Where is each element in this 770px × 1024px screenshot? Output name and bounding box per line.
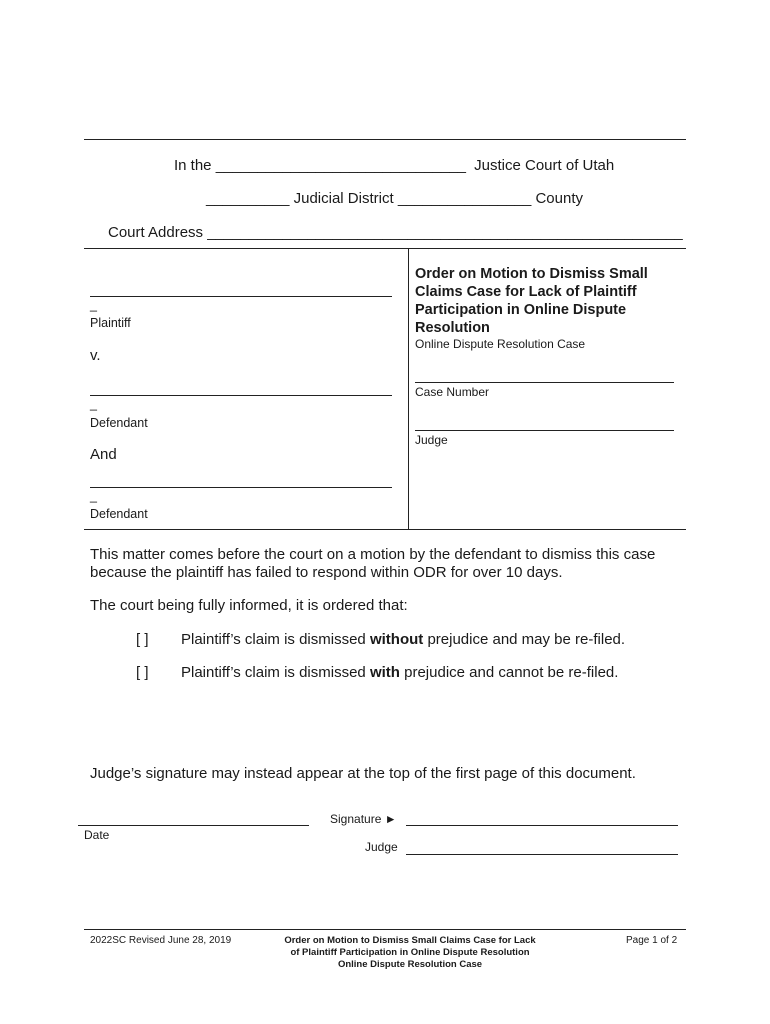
judge-name-line[interactable] [406,854,678,855]
order-paragraph: The court being fully informed, it is ordered that: [90,597,408,614]
court-header-line3 [108,224,683,241]
revision-date: 2022SC Revised June 28, 2019 [90,935,232,946]
judge-label: Judge [415,433,448,447]
caption-bottom-rule [84,529,686,530]
case-number-label: Case Number [415,385,490,399]
footer-title-line1: Order on Motion to Dismiss Small Claims Case for Lack [284,935,536,946]
option2-checkbox[interactable]: [ ] [136,664,149,681]
option1-checkbox[interactable]: [ ] [136,631,149,648]
document-subtitle: Online Dispute Resolution Case [415,337,586,351]
defendant1-dash: _ [90,397,97,411]
plaintiff-label: Plaintiff [90,316,131,330]
court-address-label: Court Address [108,224,204,241]
option1-text [181,631,625,648]
option1-bold: without [369,631,424,648]
versus-label: v. [90,347,101,364]
court-name-blank[interactable]: ______________________________ [215,157,466,174]
defendant1-name-line[interactable] [90,395,392,396]
caption-divider [408,248,409,529]
footer-title-line2: of Plaintiff Participation in Online Dispute Resolution [290,947,530,958]
date-line[interactable] [78,825,309,826]
plaintiff-name-line[interactable] [90,296,392,297]
intro-paragraph: This matter comes before the court on a motion by the defendant to dismiss this case because the plaintiff has failed to respond within ODR for over 10 days. [90,546,656,581]
document-title: Order on Motion to Dismiss Small Claims Case for Lack of Plaintiff Participation in Online Dispute Resolution [415,266,648,336]
case-number-line[interactable] [415,382,674,383]
court-header-line2 [206,190,583,207]
footer-rule [84,929,686,930]
county-label: County [535,190,583,207]
option1-post: prejudice and may be re-filed. [423,631,626,648]
defendant2-name-line[interactable] [90,487,392,488]
and-label: And [90,446,117,463]
top-rule [84,139,686,140]
signature-line[interactable] [406,825,678,826]
defendant2-label: Defendant [90,507,148,521]
county-blank[interactable]: ________________ [397,190,532,207]
plaintiff-dash: _ [90,298,97,312]
signature-label: Signature ► [330,812,397,826]
option2-pre: Plaintiff’s claim is dismissed [181,664,370,681]
defendant2-dash: _ [90,489,97,503]
page-number: Page 1 of 2 [626,935,678,946]
justice-court-label: Justice Court of Utah [474,157,615,174]
signature-note: Judge’s signature may instead appear at the top of the first page of this document. [90,765,636,782]
footer-title [260,935,560,971]
caption-top-rule [84,248,686,249]
footer-title-line3: Online Dispute Resolution Case [337,959,483,970]
option1-pre: Plaintiff’s claim is dismissed [181,631,370,648]
court-address-blank[interactable]: _________________________________________________________ [207,224,683,241]
defendant1-label: Defendant [90,416,148,430]
date-label: Date [84,828,110,842]
judge-signature-label: Judge [365,840,398,854]
option2-bold: with [369,664,400,681]
court-header-line1 [174,157,614,174]
district-blank[interactable]: __________ [206,190,290,207]
judge-line[interactable] [415,430,674,431]
option2-text [181,664,618,681]
judicial-district-label: Judicial District [293,190,394,207]
option2-post: prejudice and cannot be re-filed. [399,664,619,681]
in-the-label: In the [174,157,212,174]
